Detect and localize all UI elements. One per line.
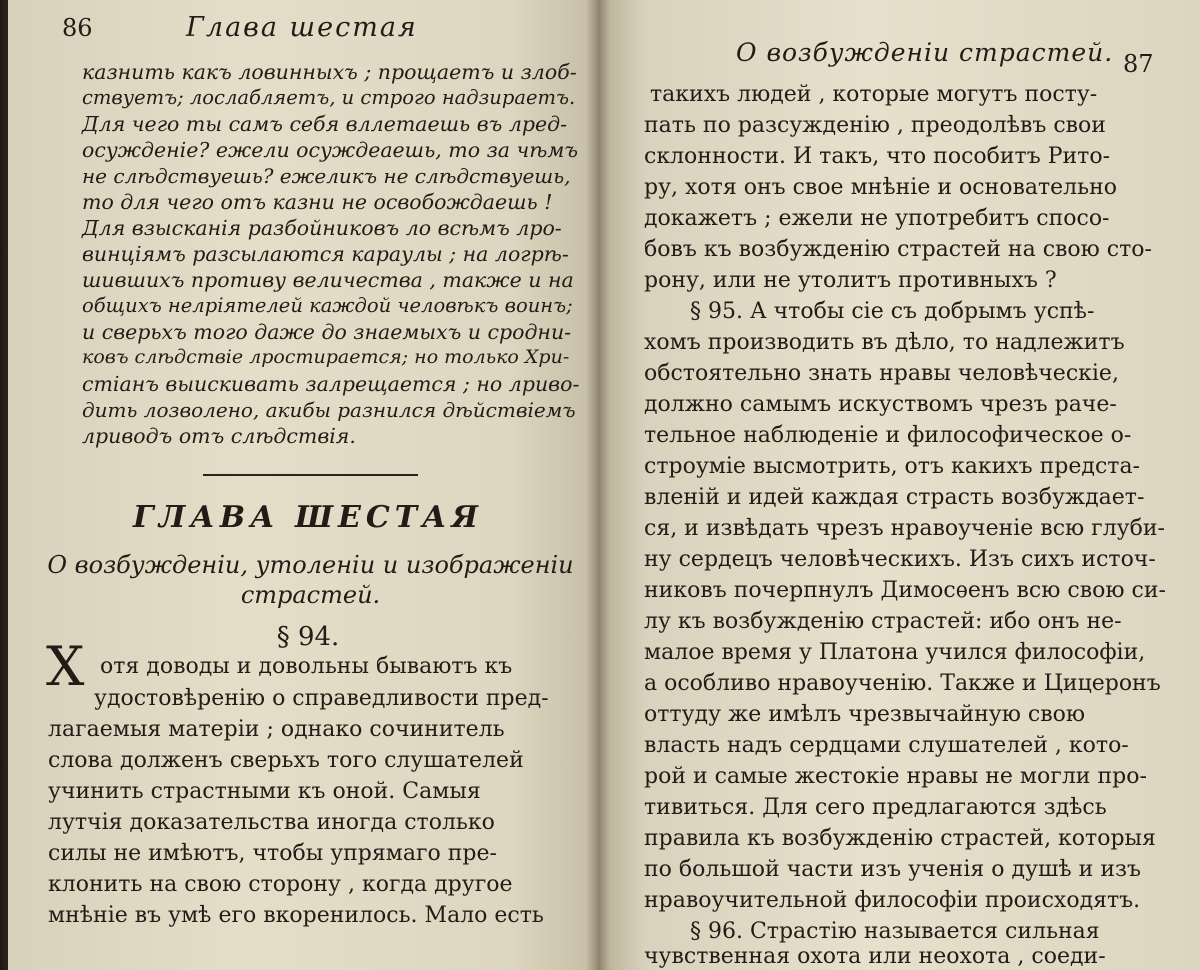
text-line: чувственная охота или неохота , соеди-	[644, 944, 1106, 969]
right-page	[598, 0, 1200, 970]
text-line: осужденіе? ежели осуждеаешь, то за чѣмъ	[82, 138, 579, 162]
text-line: Для взысканія разбойниковъ ло всѣмъ лро-	[82, 216, 562, 240]
text-line: бовъ къ возбужденію страстей на свою сто-	[644, 237, 1152, 262]
running-header: О возбужденіи страстей.	[736, 38, 1114, 67]
text-line: § 95. А чтобы сіе съ добрымъ успѣ-	[690, 299, 1095, 324]
text-line: шившихъ противу величества , также и на	[82, 268, 574, 292]
text-line: ствуетъ; лослабляетъ, и строго надзираетъ.	[82, 86, 576, 109]
page-number: 86	[62, 14, 93, 42]
text-line: силы не имѣютъ, чтобы упрямаго пре-	[48, 841, 497, 866]
text-line: учинить страстными къ оной. Самыя	[48, 779, 481, 804]
text-line: лагаемыя матеріи ; однако сочинитель	[48, 717, 505, 742]
text-line: власть надъ сердцами слушателей , кото-	[644, 733, 1129, 758]
chapter-rule	[203, 474, 418, 476]
text-line: лутчія доказательства иногда столько	[48, 810, 495, 835]
text-line: оттуду же имѣлъ чрезвычайную свою	[644, 702, 1085, 727]
text-line: склонности. И такъ, что пособитъ Рито-	[644, 144, 1111, 169]
text-line: ну сердецъ человѣческихъ. Изъ сихъ источ-	[644, 547, 1156, 572]
chapter-subtitle: О возбужденіи, утоленіи и изображеніи	[47, 551, 574, 579]
text-line: то для чего отъ казни не освобождаешь !	[82, 190, 553, 214]
text-line: § 96. Страстію называется сильная	[690, 919, 1100, 944]
text-line: слова долженъ сверьхъ того слушателей	[48, 748, 524, 773]
page-number: 87	[1123, 50, 1154, 78]
text-line: пать по разсужденію , преодолѣвъ свои	[644, 113, 1106, 138]
running-header: Глава шестая	[186, 12, 418, 43]
chapter-title: ГЛАВА ШЕСТАЯ	[133, 500, 483, 535]
chapter-subtitle: страстей.	[240, 581, 381, 609]
text-line: казнить какъ ловинныхъ ; прощаетъ и злоб-	[82, 60, 577, 84]
text-line: клонить на свою сторону , когда другое	[48, 872, 513, 897]
text-line: удостовѣренію о справедливости пред-	[94, 686, 549, 711]
drop-cap: Х	[46, 635, 85, 698]
text-line: ся, и извѣдать чрезъ нравоученіе всю глуби-	[644, 516, 1165, 541]
text-line: не слѣдствуешь? ежеликъ не слѣдствуешь,	[82, 164, 571, 188]
text-line: тельное наблюденіе и философическое о-	[644, 423, 1132, 448]
text-line: малое время у Платона учился философіи,	[644, 640, 1146, 665]
text-line: хомъ производить въ дѣло, то надлежитъ	[644, 330, 1125, 355]
text-line: отя доводы и довольны бываютъ къ	[100, 654, 513, 679]
text-line: обстоятельно знать нравы человѣческіе,	[644, 361, 1119, 386]
text-line: докажетъ ; ежели не употребитъ спосо-	[644, 206, 1110, 231]
text-line: стіанъ выискивать залрещается ; но лриво-	[82, 372, 580, 396]
text-line: рону, или не утолитъ противныхъ ?	[644, 268, 1057, 293]
text-line: и сверьхъ того даже до знаемыхъ и сродни-	[82, 320, 572, 344]
book-gutter	[586, 0, 610, 970]
text-line: такихъ людей , которые могутъ посту-	[650, 82, 1098, 107]
section-number: § 94.	[276, 622, 340, 652]
text-line: вленій и идей каждая страсть возбуждает-	[644, 485, 1145, 510]
text-line: лриводъ отъ слѣдствія.	[82, 424, 356, 448]
text-line: мнѣніе въ умѣ его вкоренилось. Мало есть	[48, 903, 544, 928]
text-line: винціямъ разсылаются караулы ; на логрѣ-	[82, 242, 569, 266]
text-line: общихъ нелріятелей каждой человѣкъ воинъ;	[82, 294, 573, 317]
left-page	[8, 0, 598, 970]
text-line: должно самымъ искуствомъ чрезъ раче-	[644, 392, 1117, 417]
text-line: по большой части изъ ученія о душѣ и изъ	[644, 857, 1141, 882]
text-line: а особливо нравоученію. Также и Цицеронъ	[644, 671, 1161, 696]
text-line: Для чего ты самъ себя вллетаешь въ лред-	[82, 112, 568, 136]
text-line: строуміе высмотрить, отъ какихъ предста-	[644, 454, 1140, 479]
text-line: рой и самые жестокіе нравы не могли про-	[644, 764, 1147, 789]
text-line: ру, хотя онъ свое мнѣніе и основательно	[644, 175, 1118, 200]
text-line: правила къ возбужденію страстей, которыя	[644, 826, 1156, 851]
text-line: никовъ почерпнулъ Димосѳенъ всю свою си-	[644, 578, 1166, 603]
text-line: лу къ возбужденію страстей: ибо онъ не-	[644, 609, 1122, 634]
text-line: тивиться. Для сего предлагаются здѣсь	[644, 795, 1107, 820]
text-line: дить лозволено, акибы разнился дѣйствіемъ	[82, 398, 576, 422]
text-line: нравоучительной философіи происходятъ.	[644, 888, 1141, 913]
text-line: ковъ слѣдствіе лростирается; но только Хри-	[82, 346, 570, 368]
